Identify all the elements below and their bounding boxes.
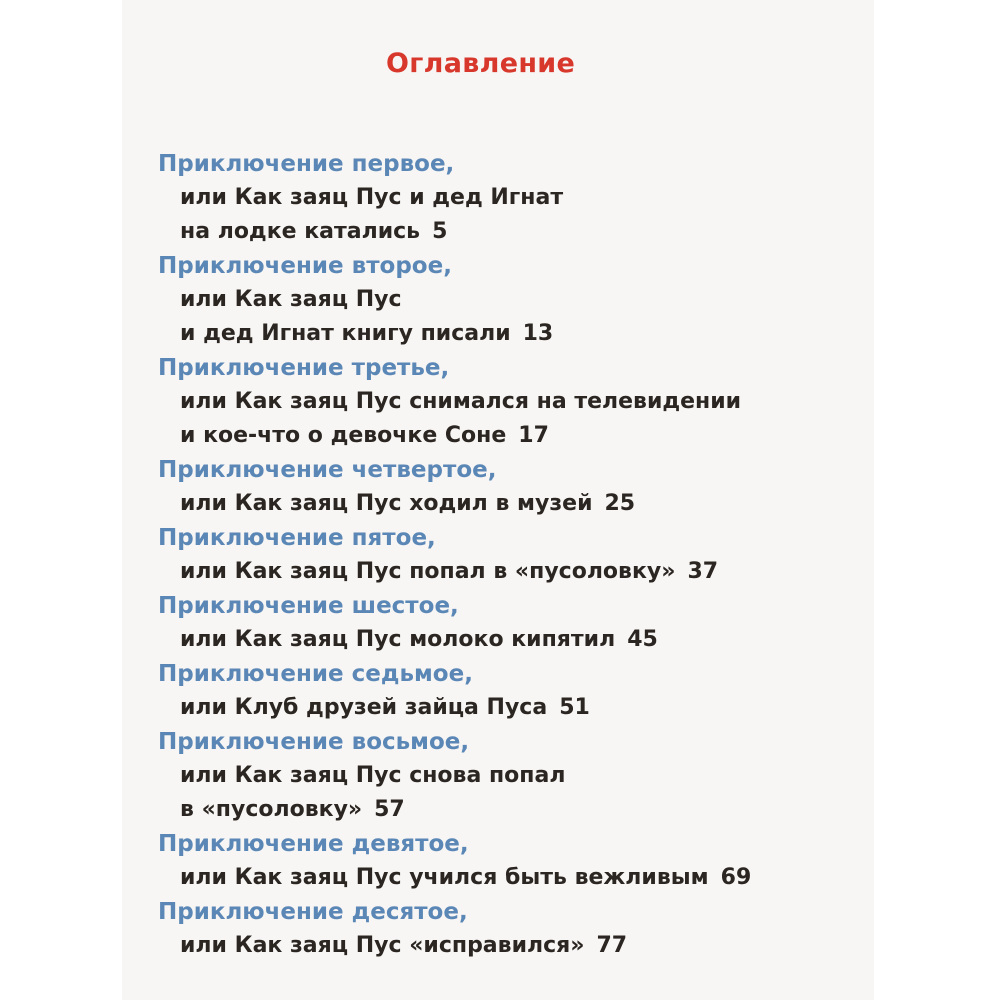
chapter-subtitle-line [158,488,838,522]
chapter-subtitle-text: или Как заяц Пус молоко кипятил [180,627,616,652]
page-number: 37 [687,559,719,584]
page-number: 69 [720,865,752,890]
chapter-heading: Приключение девятое, [158,831,469,857]
chapter-heading: Приключение восьмое, [158,729,470,755]
chapter-subtitle-text: в «пусоловку» [180,797,363,822]
page-number: 17 [518,423,549,448]
chapter-subtitle-line [158,692,838,726]
chapter-subtitle-text: или Как заяц Пус и дед Игнат [180,185,564,210]
chapter-subtitle-line [158,556,838,590]
chapter-subtitle-text: или Как заяц Пус снимался на телевидении [180,389,742,414]
toc-entry [158,148,838,250]
page-number: 5 [432,219,448,244]
page-number: 77 [596,933,628,958]
chapter-subtitle-text: или Как заяц Пус «исправился» [180,933,585,958]
toc-entry [158,522,838,590]
chapter-subtitle-line [158,794,838,828]
chapter-subtitle-line [158,930,838,964]
toc-entry [158,828,838,896]
table-of-contents [158,148,838,964]
chapter-subtitle-line [158,216,838,250]
page-number: 25 [604,491,636,516]
chapter-subtitle-text: или Как заяц Пус учился быть вежливым [180,865,709,890]
chapter-subtitle-line [158,284,838,318]
chapter-subtitle-line [158,182,838,216]
chapter-heading: Приключение второе, [158,253,452,279]
chapter-subtitle-line [158,862,838,896]
chapter-heading: Приключение третье, [158,355,450,381]
chapter-subtitle-text: или Клуб друзей зайца Пуса [180,695,548,720]
chapter-subtitle-text: или Как заяц Пус ходил в музей [180,491,593,516]
chapter-heading: Приключение первое, [158,151,455,177]
chapter-subtitle-line [158,760,838,794]
page-number: 13 [522,321,554,346]
page-title: Оглавление [386,48,576,79]
page-number: 57 [374,797,405,822]
chapter-subtitle-line [158,420,838,454]
chapter-subtitle-text: или Как заяц Пус попал в «пусоловку» [180,559,676,584]
chapter-heading: Приключение шестое, [158,593,459,619]
chapter-heading: Приключение десятое, [158,899,468,925]
chapter-subtitle-text: и дед Игнат книгу писали [180,321,511,346]
page-number: 51 [559,695,590,720]
chapter-subtitle-text: или Как заяц Пус [180,287,402,312]
chapter-subtitle-text: на лодке катались [180,219,421,244]
toc-entry [158,896,838,964]
chapter-subtitle-line [158,386,838,420]
toc-entry [158,454,838,522]
toc-entry [158,250,838,352]
page-number: 45 [627,627,658,652]
chapter-heading: Приключение седьмое, [158,661,473,687]
toc-entry [158,726,838,828]
toc-entry [158,590,838,658]
chapter-subtitle-text: или Как заяц Пус снова попал [180,763,566,788]
toc-entry [158,352,838,454]
chapter-subtitle-line [158,624,838,658]
chapter-heading: Приключение пятое, [158,525,436,551]
toc-entry [158,658,838,726]
chapter-heading: Приключение четвертое, [158,457,497,483]
chapter-subtitle-text: и кое-что о девочке Соне [180,423,507,448]
chapter-subtitle-line [158,318,838,352]
